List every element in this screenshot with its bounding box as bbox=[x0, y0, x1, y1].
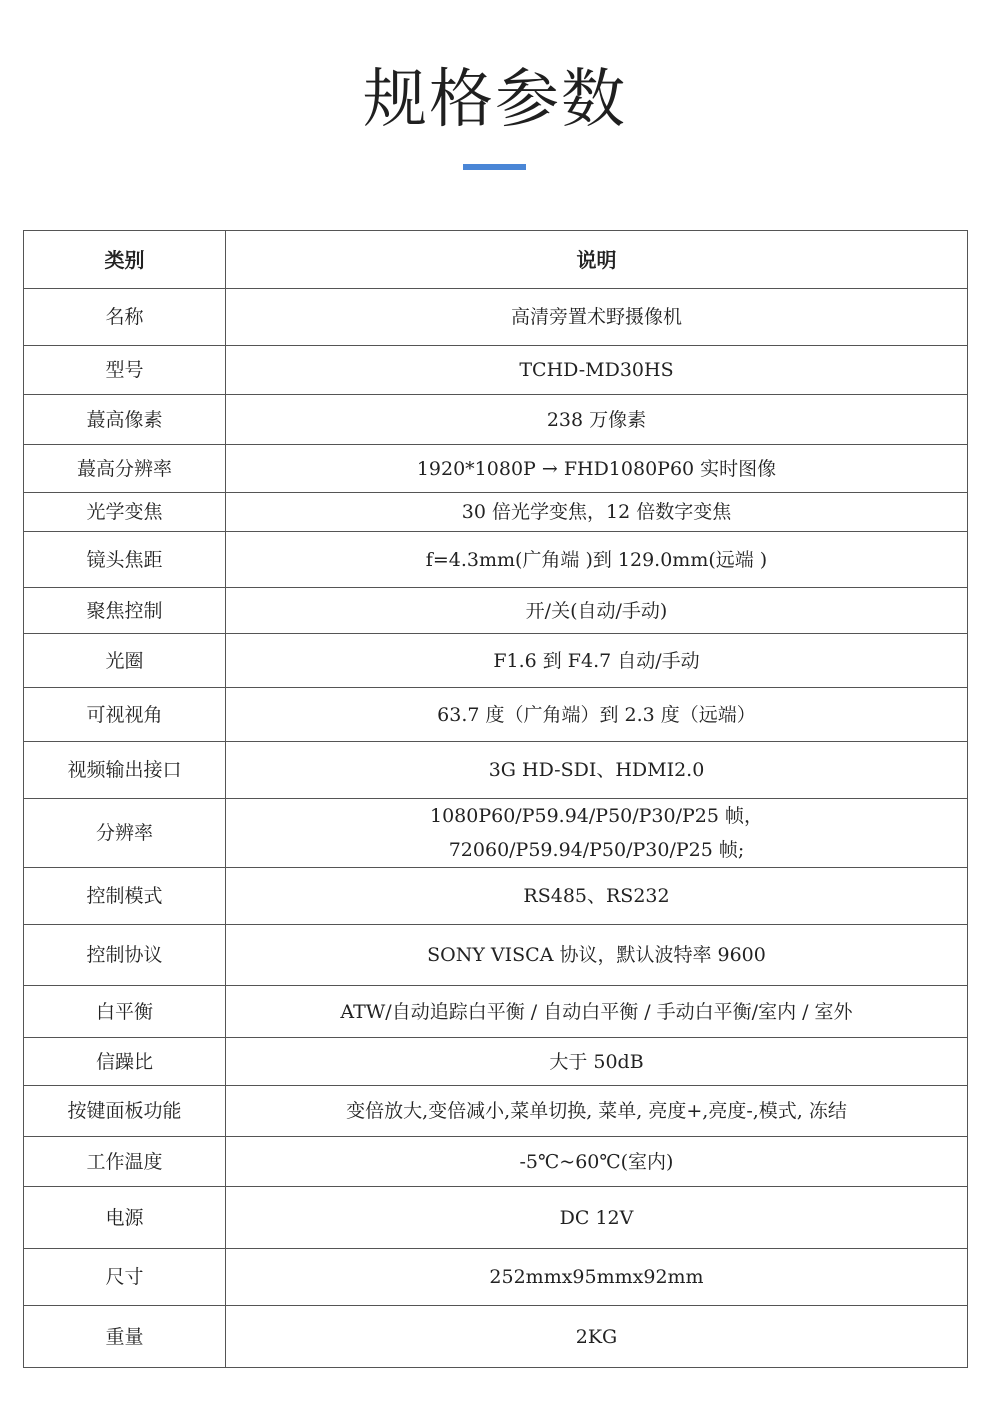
row-category: 按键面板功能 bbox=[24, 1086, 226, 1137]
row-category: 镜头焦距 bbox=[24, 532, 226, 588]
row-category: 电源 bbox=[24, 1187, 226, 1249]
table-row bbox=[24, 532, 968, 588]
row-value: ATW/自动追踪白平衡 / 自动白平衡 / 手动白平衡/室内 / 室外 bbox=[226, 986, 968, 1038]
row-category: 信躁比 bbox=[24, 1038, 226, 1086]
row-category: 分辨率 bbox=[24, 799, 226, 868]
row-value: RS485、RS232 bbox=[226, 868, 968, 925]
table-row bbox=[24, 346, 968, 395]
row-value: 开/关(自动/手动) bbox=[226, 588, 968, 634]
row-category: 视频输出接口 bbox=[24, 742, 226, 799]
row-value: 2KG bbox=[226, 1306, 968, 1368]
row-category: 控制协议 bbox=[24, 925, 226, 986]
table-row bbox=[24, 799, 968, 868]
table-row bbox=[24, 868, 968, 925]
row-category: 光学变焦 bbox=[24, 493, 226, 532]
table-row bbox=[24, 986, 968, 1038]
row-category: 聚焦控制 bbox=[24, 588, 226, 634]
row-value: DC 12V bbox=[226, 1187, 968, 1249]
row-value: -5℃~60℃(室内) bbox=[226, 1137, 968, 1187]
table-row bbox=[24, 445, 968, 493]
row-value: 238 万像素 bbox=[226, 395, 968, 445]
table-row bbox=[24, 1086, 968, 1137]
row-value: 1920*1080P → FHD1080P60 实时图像 bbox=[226, 445, 968, 493]
table-row bbox=[24, 1249, 968, 1306]
table-row bbox=[24, 395, 968, 445]
table-row bbox=[24, 1306, 968, 1368]
row-value: 63.7 度（广角端）到 2.3 度（远端） bbox=[226, 688, 968, 742]
row-category: 尺寸 bbox=[24, 1249, 226, 1306]
table-row bbox=[24, 1038, 968, 1086]
row-value: 高清旁置术野摄像机 bbox=[226, 289, 968, 346]
row-category: 重量 bbox=[24, 1306, 226, 1368]
table-row bbox=[24, 289, 968, 346]
row-value: 1080P60/P59.94/P50/P30/P25 帧， 72060/P59.94/P50/P30/P25 帧; bbox=[226, 799, 968, 868]
row-category: 光圈 bbox=[24, 634, 226, 688]
header-description: 说明 bbox=[226, 231, 968, 289]
table-header-row bbox=[24, 231, 968, 289]
row-category: 名称 bbox=[24, 289, 226, 346]
title-underline bbox=[463, 164, 526, 170]
row-category: 可视视角 bbox=[24, 688, 226, 742]
row-category: 工作温度 bbox=[24, 1137, 226, 1187]
table-row bbox=[24, 634, 968, 688]
table-row bbox=[24, 925, 968, 986]
row-value: 30 倍光学变焦，12 倍数字变焦 bbox=[226, 493, 968, 532]
row-value: 3G HD-SDI、HDMI2.0 bbox=[226, 742, 968, 799]
table-row bbox=[24, 688, 968, 742]
row-value: F1.6 到 F4.7 自动/手动 bbox=[226, 634, 968, 688]
row-value: f=4.3mm(广角端 )到 129.0mm(远端 ) bbox=[226, 532, 968, 588]
row-value: 252mmx95mmx92mm bbox=[226, 1249, 968, 1306]
spec-table bbox=[23, 230, 968, 1368]
row-value: SONY VISCA 协议，默认波特率 9600 bbox=[226, 925, 968, 986]
row-category: 蕞高分辨率 bbox=[24, 445, 226, 493]
header-category: 类别 bbox=[24, 231, 226, 289]
row-value: 变倍放大,变倍减小,菜单切换, 菜单, 亮度+,亮度-,模式, 冻结 bbox=[226, 1086, 968, 1137]
row-category: 白平衡 bbox=[24, 986, 226, 1038]
table-row bbox=[24, 493, 968, 532]
row-value: TCHD-MD30HS bbox=[226, 346, 968, 395]
table-row bbox=[24, 1137, 968, 1187]
table-row bbox=[24, 742, 968, 799]
table-row bbox=[24, 1187, 968, 1249]
table-row bbox=[24, 588, 968, 634]
row-category: 控制模式 bbox=[24, 868, 226, 925]
row-category: 蕞高像素 bbox=[24, 395, 226, 445]
row-value: 大于 50dB bbox=[226, 1038, 968, 1086]
row-category: 型号 bbox=[24, 346, 226, 395]
page-title: 规格参数 bbox=[363, 63, 627, 137]
